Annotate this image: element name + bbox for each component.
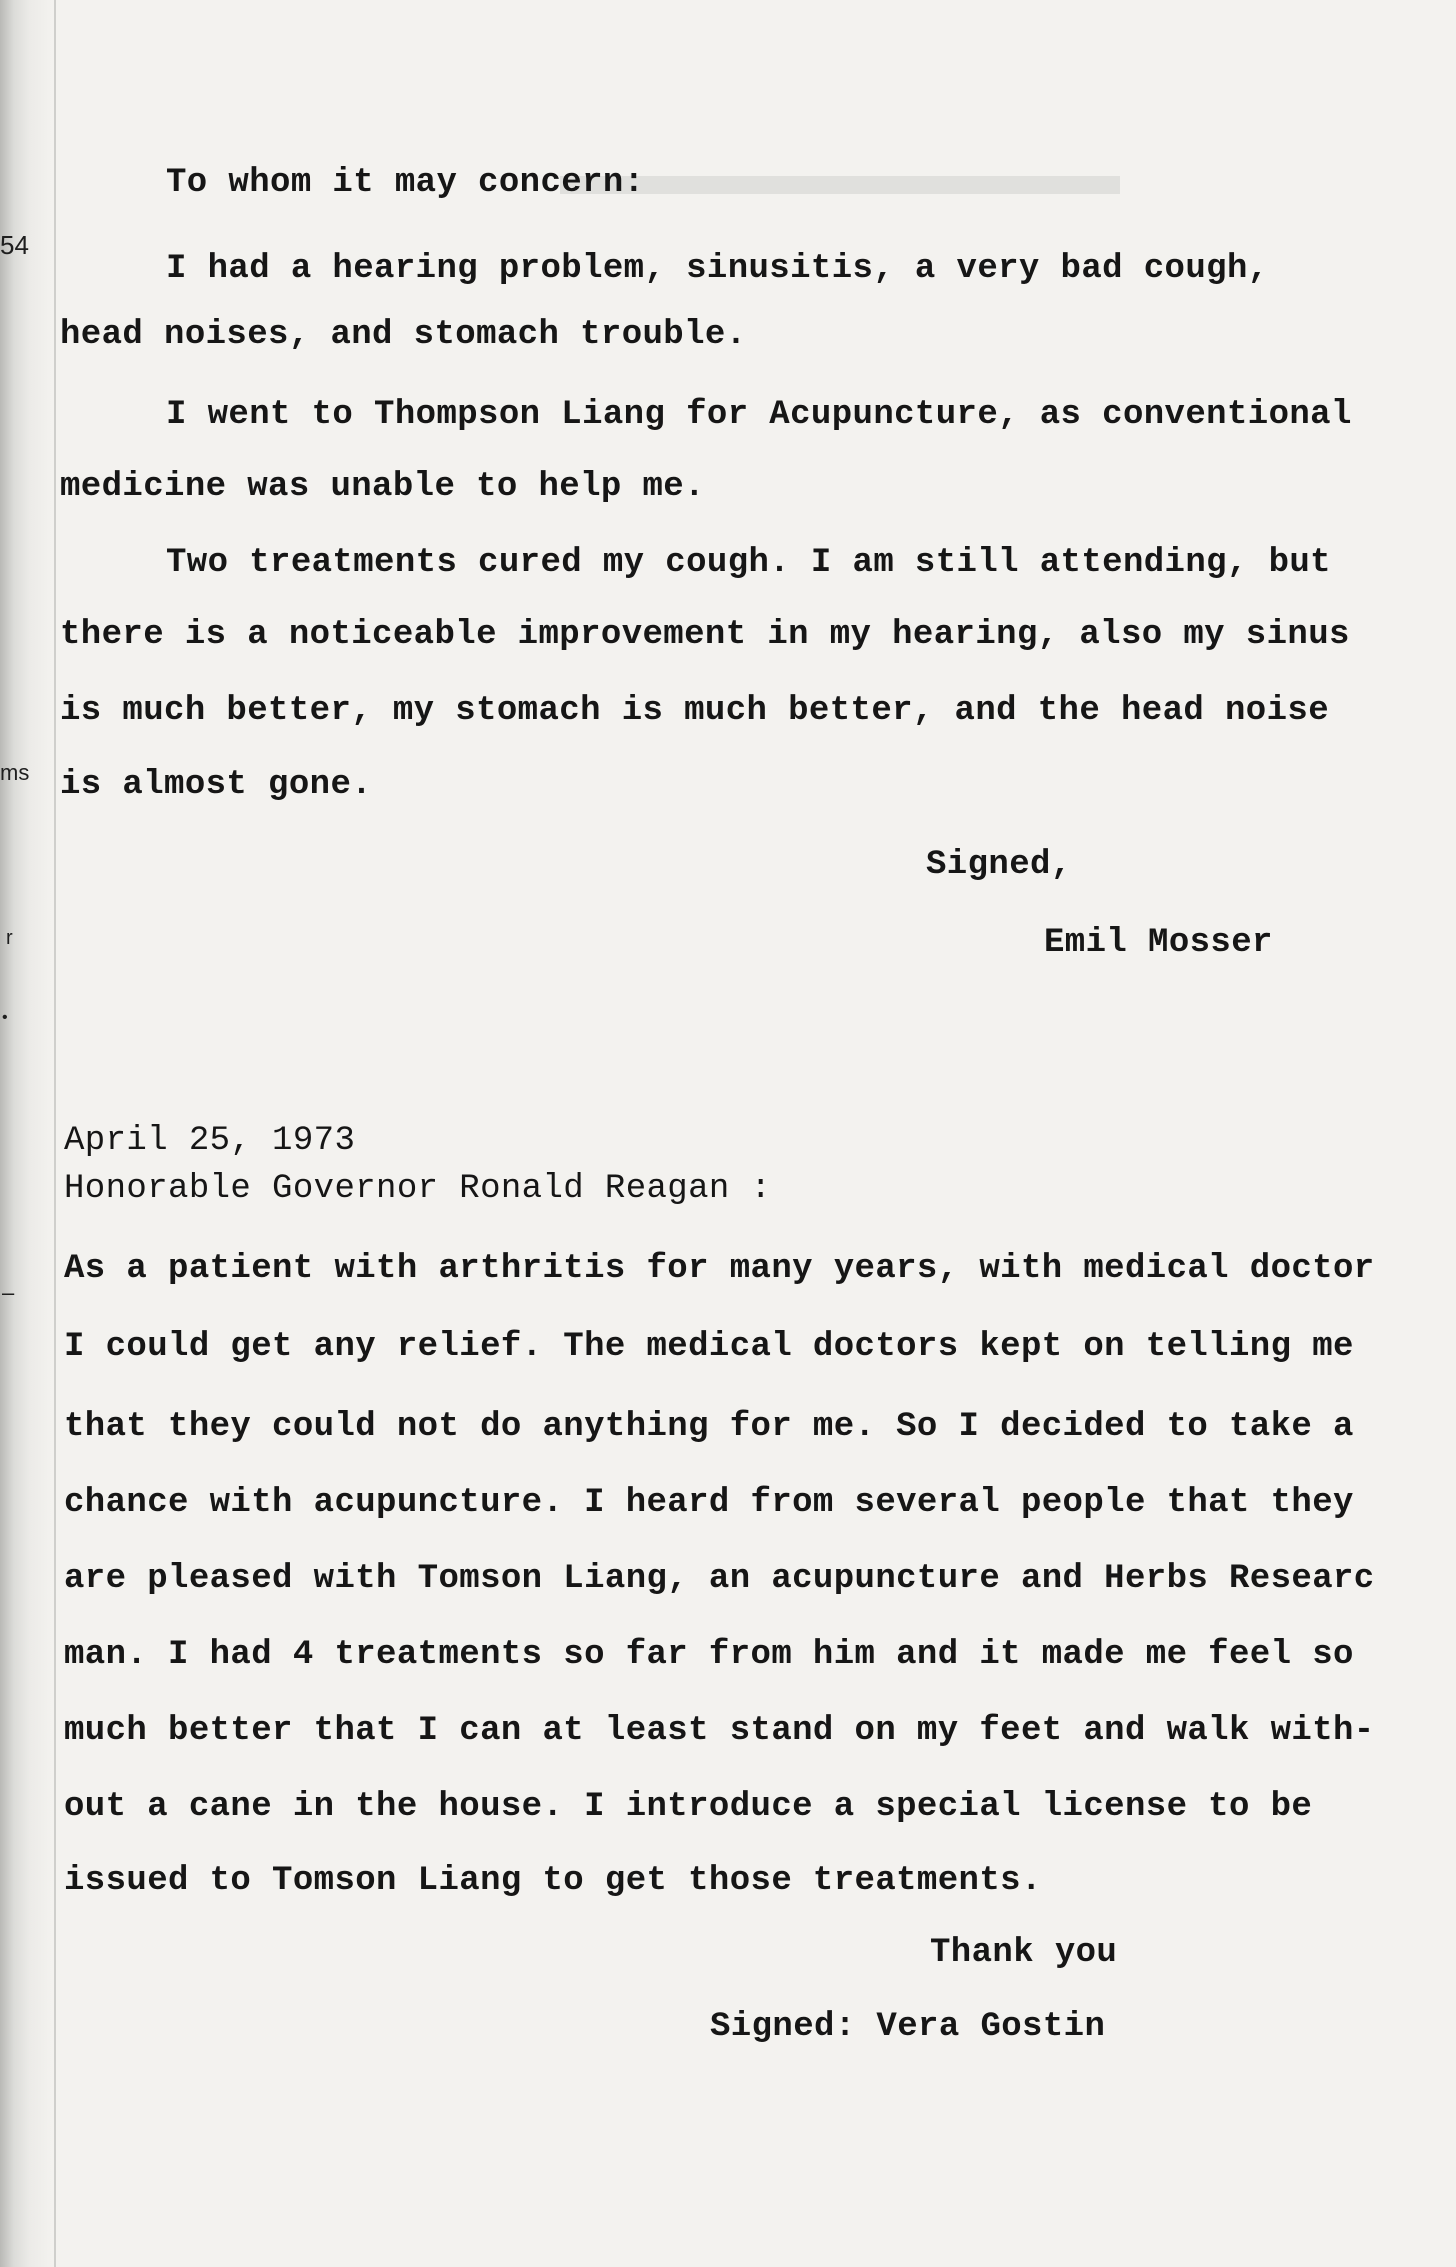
letter1-closing: Signed, <box>926 846 1072 884</box>
letter1-line-7: is much better, my stomach is much better, and the head noise <box>60 692 1330 730</box>
letter2-line-9: issued to Tomson Liang to get those treatments. <box>64 1862 1042 1900</box>
letter1-signer: Emil Mosser <box>1044 924 1273 962</box>
letter2-signer: Signed: Vera Gostin <box>710 2008 1106 2046</box>
margin-mark-page-number: 54 <box>0 230 29 260</box>
letter2-line-6: man. I had 4 treatments so far from him and it made me feel so <box>64 1636 1354 1674</box>
letter1-line-1: I had a hearing problem, sinusitis, a very bad cough, <box>166 250 1269 288</box>
letter1-line-3: I went to Thompson Liang for Acupuncture, as conventional <box>166 396 1352 434</box>
letter2-date: April 25, 1973 <box>64 1122 356 1160</box>
letter1-line-4: medicine was unable to help me. <box>60 468 705 506</box>
letter1-line-6: there is a noticeable improvement in my hearing, also my sinus <box>60 616 1350 654</box>
margin-mark-ms: ms <box>0 760 30 785</box>
margin-mark-r: r <box>6 927 13 949</box>
letter2-line-4: chance with acupuncture. I heard from several people that they <box>64 1484 1354 1522</box>
letter2-line-8: out a cane in the house. I introduce a special license to be <box>64 1788 1313 1826</box>
margin-mark-dot: • <box>2 1009 8 1026</box>
letter2-line-3: that they could not do anything for me. So I decided to take a <box>64 1408 1354 1446</box>
letter1-line-2: head noises, and stomach trouble. <box>60 316 747 354</box>
margin-mark-dash: – <box>2 1280 15 1305</box>
letter1-line-5: Two treatments cured my cough. I am still attending, but <box>166 544 1331 582</box>
letter2-line-5: are pleased with Tomson Liang, an acupuncture and Herbs Researc <box>64 1560 1375 1598</box>
gutter-edge <box>54 0 56 2267</box>
letter2-line-2: I could get any relief. The medical doctors kept on telling me <box>64 1328 1354 1366</box>
letter2-addressee: Honorable Governor Ronald Reagan : <box>64 1170 772 1208</box>
page-gutter <box>0 0 52 2267</box>
letter1-line-8: is almost gone. <box>60 766 373 804</box>
letter2-closing: Thank you <box>930 1934 1118 1972</box>
letter2-line-1: As a patient with arthritis for many years, with medical doctor <box>64 1250 1375 1288</box>
letter2-line-7: much better that I can at least stand on my feet and walk with- <box>64 1712 1375 1750</box>
letter1-salutation: To whom it may concern: <box>166 164 645 202</box>
